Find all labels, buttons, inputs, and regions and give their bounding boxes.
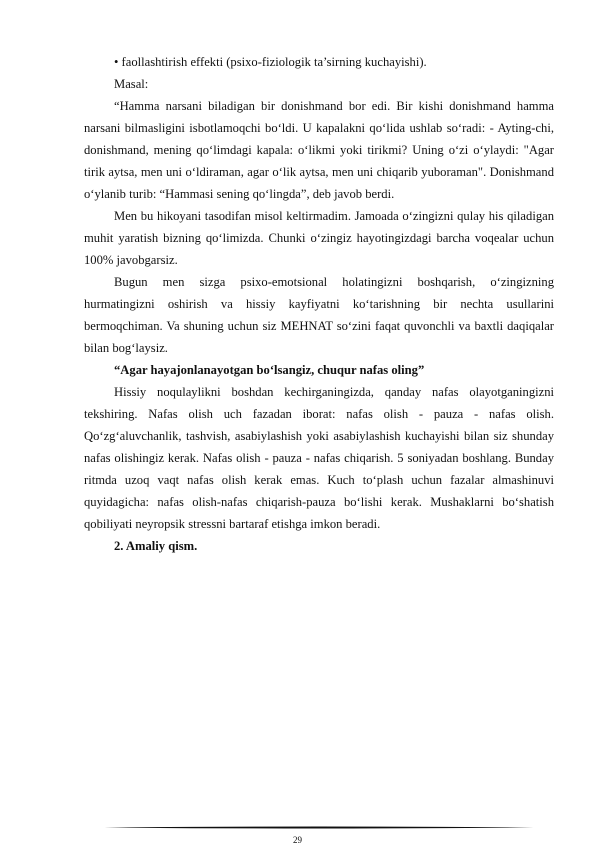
bullet-paragraph: • faollashtirish effekti (psixo-fiziologik ta’sirning kuchayishi). [114, 55, 427, 69]
masal-label: Masal: [114, 77, 149, 91]
page-body [84, 51, 554, 557]
breathing-paragraph: Hissiy noqulaylikni boshdan kechirganingizda, qanday nafas olayotganingizni tekshiring. Nafas olish uch fazadan iborat: nafas olish - pauza - nafas olish. Qo‘zg‘aluvchanlik, tashvish, asabiylashish yoki asabiylashish kuchayishi bilan siz shunday nafas olishingiz kerak. Nafas olish - pauza - nafas chiqarish. 5 soniyadan boshlang. Bunday ritmda uzoq vaqt nafas olish kerak emas. Kuch to‘plash uchun fazalar almashinuvi quyidagicha: nafas olish-nafas chiqarish-pauza bo‘lishi kerak. Mushaklarni bo‘shatish qobiliyati neyropsik stressni bartaraf etishga imkon beradi. [84, 385, 554, 531]
page-number: 29 [293, 835, 302, 845]
section-heading: 2. Amaliy qism. [114, 539, 198, 553]
story-paragraph: “Hamma narsani biladigan bir donishmand bor edi. Bir kishi donishmand hamma narsani bilmasligini isbotlamoqchi bo‘ldi. U kapalakni qo‘lida ushlab so‘radi: - Ayting-chi, donishmand, mening qo‘limdagi kapala: o‘likmi yoki tirikmi? Uning o‘zi o‘ylaydi: "Agar tirik aytsa, men uni o‘ldiraman, agar o‘lik aytsa, men uni chiqarib yuboraman". Donishmand o‘ylanib turib: “Hammasi sening qo‘lingda”, deb javob berdi. [84, 99, 554, 201]
comment-paragraph: Men bu hikoyani tasodifan misol keltirmadim. Jamoada o‘zingizni qulay his qiladigan muhit yaratish bizning qo‘limizda. Chunki o‘zingiz hayotingizdagi barcha voqealar uchun 100% javobgarsiz. [84, 209, 554, 267]
intro-paragraph: Bugun men sizga psixo-emotsional holatingizni boshqarish, o‘zingizning hurmatingizni oshirish va hissiy kayfiyatni ko‘tarishning bir nechta usullarini bermoqchiman. Va shuning uchun siz MEHNAT so‘zini faqat quvonchli va baxtli daqiqalar bilan bog‘laysiz. [84, 275, 554, 355]
footer-divider [104, 826, 534, 829]
breathing-heading: “Agar hayajonlanayotgan bo‘lsangiz, chuqur nafas oling” [114, 363, 425, 377]
